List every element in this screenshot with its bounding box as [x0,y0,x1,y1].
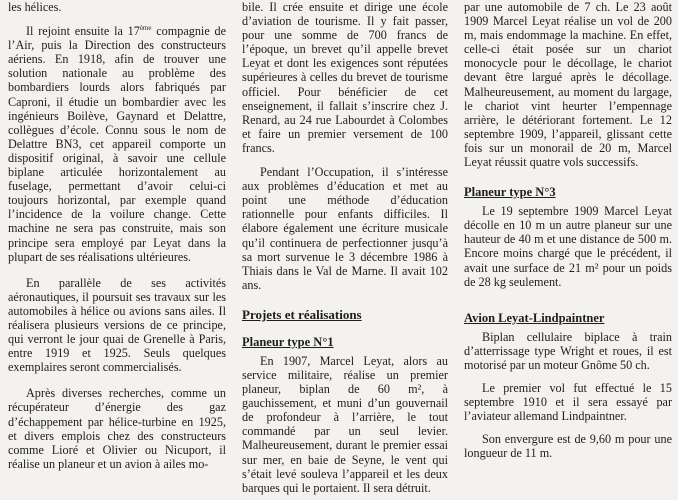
column-right [464,0,672,460]
paragraph-text: Il rejoint ensuite la 17 [26,24,140,39]
paragraph-text: compagnie de l’Air, puis la Direction des constructeurs aériens. En 1918, afin de trouver une solution nationale au problème des bombardiers lourds alors fabriqués par Caproni, il étudie un bombardier avec les ingénieurs Boilève, Gaynard et Delattre, collègues d’école. Connu sous le nom de Delattre BN3, cet appareil comporte un dispositif original, à savoir une cellule biplane articulée horizontalement au fuselage, permettant d’avoir celui-ci toujours horizontal, par exemple quand l’incidence de la voilure change. Cette machine ne sera pas construite, mais son principe sera employé par Leyat dans la plupart de ses réalisations ultérieures. [8,24,226,264]
subsection-heading: Planeur type N°3 [464,185,556,200]
paragraph: Après diverses recherches, comme un récupérateur d’énergie des gaz d’échappement par hélice-turbine en 1925, et divers emplois chez des constructeurs comme Lioré et Olivier ou Nicuport, il réalise un planeur et un avion à ailes mo- [8,386,226,471]
paragraph: les hélices. [8,0,62,14]
paragraph: En 1907, Marcel Leyat, alors au service militaire, réalise un premier planeur, biplan de 60 m², à gauchissement, et muni d’un gouvernail de profondeur à l’arrière, le tout commandé par un seul levier. Malheureusement, durant le premier essai sur mer, en baie de Seyne, le vent qui s’était levé souleva l’appareil et les deux barques qui le portaient. Il sera détruit. [242,353,448,495]
paragraph: En parallèle de ses activités aéronautiques, il poursuit ses travaux sur les automobiles à hélice ou avions sans ailes. Il réalisera plusieurs versions de ce principe, qui verront le jour quai de Grenelle à Paris, entre 1919 et 1925. Seuls quelques exemplaires seront commercialisés. [8,275,226,375]
paragraph [8,24,226,264]
paragraph: bile. Il crée ensuite et dirige une école d’aviation de tourisme. Il y fait passer, pour une somme de 700 francs de l’époque, un brevet qu’il appelle brevet Leyat et dont les exigences sont réputées supérieures à celles du brevet de tourisme officiel. Pour bénéficier de cet enseignement, il fallait s’inscrire chez J. Renard, au 24 rue Labourdet à Colombes et faire un premier versement de 100 francs. [242,0,448,155]
paragraph: Biplan cellulaire biplace à train d’atterrissage type Wright et roues, il est motorisé par un moteur Gnôme 50 ch. [464,329,672,372]
subsection-heading: Avion Leyat-Lindpaintner [464,310,605,325]
paragraph: Le premier vol fut effectué le 15 septembre 1910 et il sera essayé par l’aviateur allemand Lindpaintner. [464,380,672,424]
paragraph: Son envergure est de 9,60 m pour une longueur de 11 m. [464,432,672,461]
superscript: ème [139,24,152,33]
paragraph: par une automobile de 7 ch. Le 23 août 1909 Marcel Leyat réalise un vol de 200 m, mais endommage la machine. En effet, celle-ci était posée sur un chariot monocycle pour le décollage, le chariot devant être largué après le décollage. Malheureusement, au moment du largage, le chariot vint heurter l’empennage arrière, le détériorant fortement. Le 12 septembre 1909, l’appareil, glissant cette fois sur un monorail de 20 m, Marcel Leyat réussit quatre vols successifs. [464,0,672,170]
subsection-heading: Planeur type N°1 [242,334,334,349]
column-middle [242,0,448,495]
paragraph: Le 19 septembre 1909 Marcel Leyat décolle en 10 m un autre planeur sur une hauteur de 40 m et une distance de 500 m. Encore moins chargé que le précédent, il avait une surface de 21 m² pour un poids de 28 kg seulement. [464,204,672,289]
paragraph: Pendant l’Occupation, il s’intéresse aux problèmes d’éducation et met au point une méthode d’éducation rationnelle pour enfants difficiles. Il élabore également une écriture musicale qu’il continuera de perfectionner jusqu’à sa mort survenue le 3 décembre 1986 à Thiais dans le Val de Marne. Il avait 102 ans. [242,165,448,292]
section-heading: Projets et réalisations [242,306,362,322]
column-left [8,0,226,471]
